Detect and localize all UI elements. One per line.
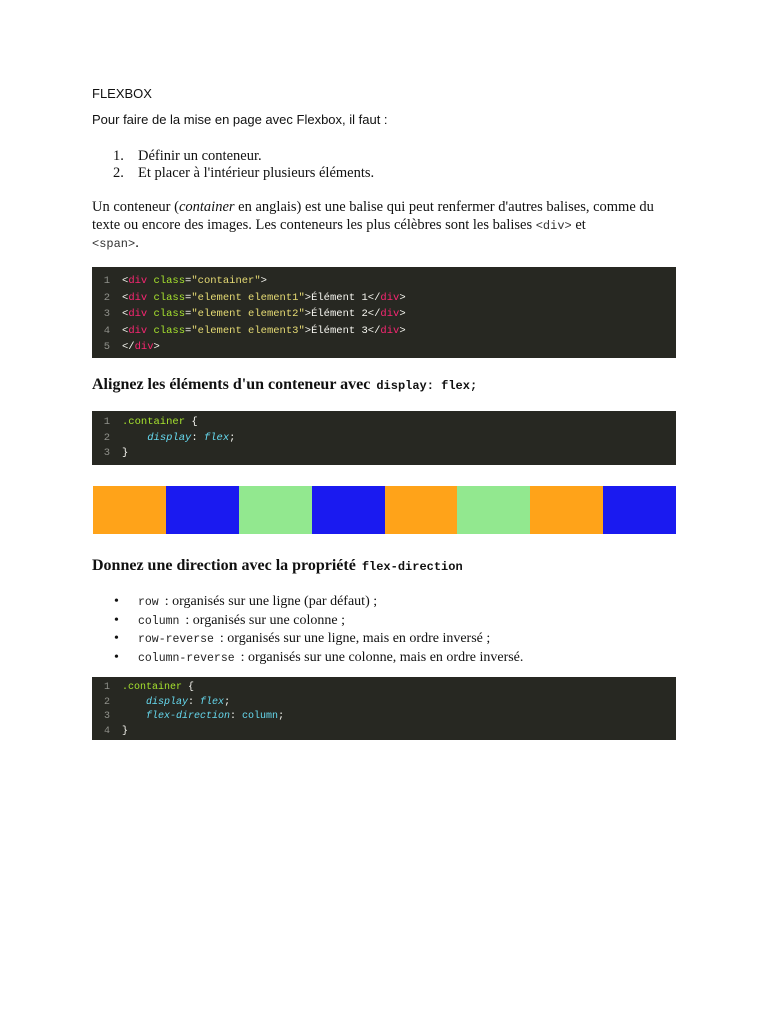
list-item-text: : organisés sur une colonne, mais en ordre inversé. xyxy=(240,649,524,665)
heading-code: display: flex; xyxy=(376,379,478,393)
para-text: et xyxy=(571,216,586,233)
code-token: < xyxy=(122,324,129,337)
list-item-text: : organisés sur une colonne ; xyxy=(185,612,345,628)
code-line xyxy=(92,725,676,740)
para-text: Un conteneur ( xyxy=(92,199,179,215)
list-item-text: : organisés sur une ligne, mais en ordre inversé ; xyxy=(219,631,491,646)
list-item xyxy=(92,649,523,668)
code-token: div xyxy=(380,308,400,320)
code-token: = xyxy=(185,324,192,337)
code-token: div xyxy=(128,324,148,337)
para-text: . xyxy=(135,235,139,251)
document-title: FLEXBOX xyxy=(92,86,152,101)
code-line xyxy=(92,431,676,447)
html-code-block xyxy=(92,267,676,358)
code-indent xyxy=(122,711,146,722)
list-item-text: : organisés sur une ligne (par défaut) ; xyxy=(164,594,378,609)
css-code-block-display xyxy=(92,411,676,465)
inline-code: <div> xyxy=(535,218,572,233)
code-token: } xyxy=(122,447,129,459)
list-item xyxy=(92,165,374,182)
code-line xyxy=(92,306,676,323)
code-line xyxy=(92,446,676,462)
code-token: flex xyxy=(203,431,230,444)
code-token: > xyxy=(399,308,406,320)
list-item xyxy=(92,148,374,165)
list-item-text: Définir un conteneur. xyxy=(138,148,262,164)
code-line xyxy=(92,290,676,307)
code-token: </ xyxy=(367,291,381,304)
code-token: ; xyxy=(278,711,285,722)
flex-demo-row xyxy=(93,486,676,534)
code-token: : xyxy=(191,431,204,444)
flex-item-box xyxy=(239,486,312,534)
code-token: > xyxy=(399,324,406,337)
code-token: < xyxy=(122,291,129,304)
code-token: class xyxy=(147,275,186,287)
code-token: div xyxy=(128,291,148,304)
code-token: > xyxy=(304,308,312,320)
flex-item-box xyxy=(530,486,603,534)
list-item-text: Et placer à l'intérieur plusieurs éléments. xyxy=(138,165,375,181)
code-token: .container xyxy=(122,682,183,693)
direction-list xyxy=(92,593,523,667)
code-token: Élément 2 xyxy=(311,308,368,320)
line-number: 2 xyxy=(103,431,110,444)
code-token: "element element2" xyxy=(191,308,305,320)
code-token: column xyxy=(242,711,279,722)
section-heading-align xyxy=(92,376,477,394)
code-token: : xyxy=(188,696,201,708)
bullet-icon: • xyxy=(114,594,119,609)
code-token: div xyxy=(380,324,400,337)
para-text: en anglais) est une balise qui peut renfermer d'autres balises, comme du texte ou encore des images. Les conteneurs les plus célèbres sont les balises xyxy=(92,199,654,233)
heading-text: Donnez une direction avec la propriété xyxy=(92,557,356,574)
code-line xyxy=(92,323,676,340)
line-number: 3 xyxy=(103,308,110,320)
code-token: </ xyxy=(367,324,381,337)
code-line xyxy=(92,273,676,290)
code-token: > xyxy=(260,275,267,287)
line-number: 3 xyxy=(103,711,110,722)
code-token: Élément 3 xyxy=(311,324,368,337)
code-token: display xyxy=(146,696,189,708)
code-token: ; xyxy=(224,696,231,708)
code-token: </ xyxy=(367,308,381,320)
list-number: 2. xyxy=(113,165,124,181)
code-token: div xyxy=(128,275,148,287)
code-token: > xyxy=(153,341,160,353)
line-number: 2 xyxy=(103,291,110,304)
flex-item-box xyxy=(93,486,166,534)
code-token: flex xyxy=(200,696,225,708)
code-token: div xyxy=(128,308,148,320)
code-token: } xyxy=(122,725,129,737)
code-token: : xyxy=(230,711,243,722)
code-token: ; xyxy=(229,431,236,444)
bullet-icon: • xyxy=(114,631,119,646)
inline-code: row xyxy=(138,596,159,609)
code-token: = xyxy=(185,291,192,304)
code-token: flex-direction xyxy=(146,711,231,722)
code-token: class xyxy=(147,324,186,337)
code-token: "container" xyxy=(191,275,261,287)
bullet-icon: • xyxy=(114,612,119,628)
code-token: div xyxy=(134,341,154,353)
code-token: class xyxy=(147,308,186,320)
code-token: class xyxy=(147,291,186,304)
intro-text: Pour faire de la mise en page avec Flexbox, il faut : xyxy=(92,112,388,127)
list-item xyxy=(92,593,523,612)
flex-item-box xyxy=(385,486,458,534)
list-number: 1. xyxy=(113,148,124,164)
inline-code: column-reverse xyxy=(138,651,235,665)
list-item xyxy=(92,612,523,631)
code-indent xyxy=(122,432,147,444)
flex-item-box xyxy=(312,486,385,534)
para-italic: container xyxy=(178,199,235,215)
line-number: 1 xyxy=(103,275,110,287)
bullet-icon: • xyxy=(114,649,119,665)
code-line xyxy=(92,415,676,431)
code-line xyxy=(92,681,676,696)
code-line xyxy=(92,696,676,711)
code-token: "element element1" xyxy=(191,291,305,304)
code-line xyxy=(92,339,676,356)
line-number: 5 xyxy=(103,341,110,353)
section-heading-direction xyxy=(92,557,463,575)
line-number: 4 xyxy=(103,725,110,737)
code-token: .container xyxy=(122,416,186,428)
css-code-block-direction xyxy=(92,677,676,740)
code-indent xyxy=(122,697,146,708)
line-number: 3 xyxy=(103,447,110,459)
inline-code: row-reverse xyxy=(138,633,214,646)
code-token: "element element3" xyxy=(191,324,305,337)
flex-item-box xyxy=(603,486,676,534)
code-token: > xyxy=(304,324,312,337)
code-token: div xyxy=(380,291,400,304)
container-paragraph xyxy=(92,199,682,254)
line-number: 4 xyxy=(103,324,110,337)
flex-item-box xyxy=(166,486,239,534)
code-token: < xyxy=(122,308,129,320)
line-number: 1 xyxy=(103,682,110,693)
line-number: 2 xyxy=(103,696,110,708)
inline-code: column xyxy=(138,614,180,628)
code-token: { xyxy=(182,682,195,693)
list-item xyxy=(92,630,523,649)
code-token: = xyxy=(185,308,192,320)
code-token: </ xyxy=(122,341,135,353)
code-token: Élément 1 xyxy=(311,291,368,304)
code-line xyxy=(92,710,676,725)
heading-code: flex-direction xyxy=(361,560,463,574)
code-token: { xyxy=(185,416,198,428)
heading-text: Alignez les éléments d'un conteneur avec xyxy=(92,376,371,393)
code-token: display xyxy=(147,431,192,444)
code-token: = xyxy=(185,275,192,287)
steps-list xyxy=(92,148,374,182)
code-token: > xyxy=(304,291,312,304)
inline-code: <span> xyxy=(92,237,136,251)
line-number: 1 xyxy=(103,416,110,428)
code-token: < xyxy=(122,275,129,287)
code-token: > xyxy=(399,291,406,304)
flex-item-box xyxy=(457,486,530,534)
